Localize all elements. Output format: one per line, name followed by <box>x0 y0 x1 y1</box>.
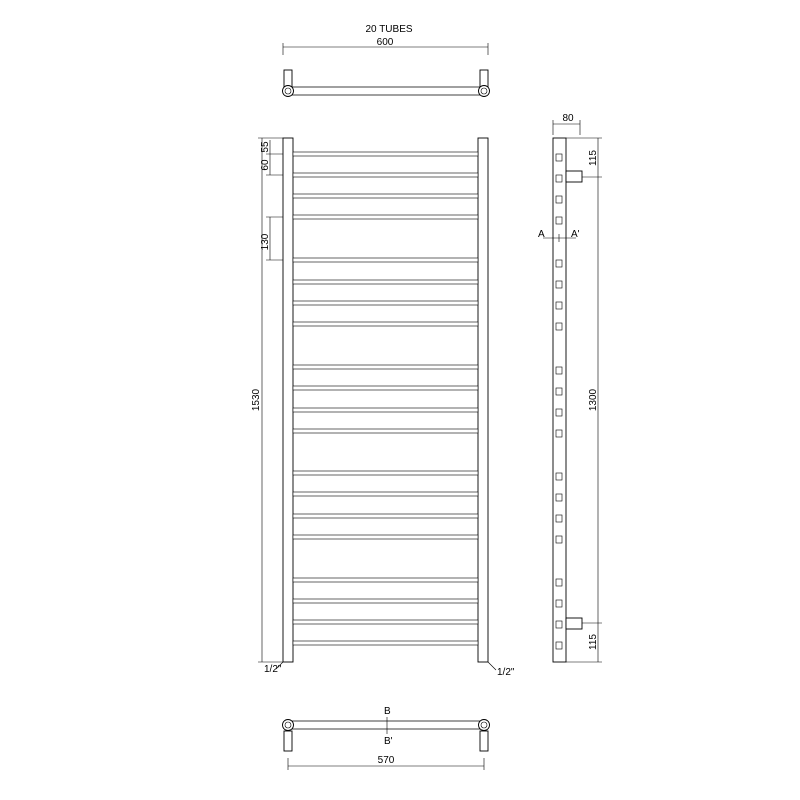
side-span-label: 1300 <box>588 388 599 412</box>
top-view <box>283 24 490 97</box>
tube <box>293 194 478 198</box>
section-a-label: A <box>538 229 545 240</box>
right-rail <box>478 138 488 662</box>
top-width-dimension <box>283 37 488 55</box>
tube <box>293 429 478 433</box>
tube <box>293 514 478 518</box>
tube <box>293 365 478 369</box>
side-top-offset-label: 115 <box>588 150 599 166</box>
front-view <box>251 138 515 678</box>
connection-right-label: 1/2" <box>497 667 515 678</box>
tube <box>293 408 478 412</box>
height-total-label: 1530 <box>251 388 262 412</box>
top-width-label: 600 <box>376 37 394 48</box>
tube <box>293 152 478 156</box>
side-view <box>538 113 602 662</box>
tube <box>293 641 478 645</box>
left-rail <box>283 138 293 662</box>
tube <box>293 215 478 219</box>
tubes-label: 20 TUBES <box>365 24 413 35</box>
tube <box>293 535 478 539</box>
tube <box>293 578 478 582</box>
side-span-dimension <box>566 138 602 662</box>
side-depth-label: 80 <box>562 113 574 124</box>
section-b-prime-label: B' <box>384 736 393 747</box>
spacing-130-label: 130 <box>260 233 271 251</box>
spacing-60-label: 60 <box>260 159 271 171</box>
tube <box>293 471 478 475</box>
bottom-width-label: 570 <box>377 755 395 766</box>
tube <box>293 386 478 390</box>
height-dimension <box>251 138 283 662</box>
tube <box>293 322 478 326</box>
tube <box>293 258 478 262</box>
tube <box>293 620 478 624</box>
connection-callouts <box>264 662 515 678</box>
section-b-marker <box>384 706 393 747</box>
tubes <box>293 152 478 645</box>
tube <box>293 173 478 177</box>
tube <box>293 301 478 305</box>
spacing-55-label: 55 <box>260 141 271 153</box>
side-depth-dimension <box>553 113 580 135</box>
bottom-width-dimension <box>288 755 484 770</box>
connection-left-label: 1/2" <box>264 664 282 675</box>
tube <box>293 280 478 284</box>
section-a-prime-label: A' <box>571 229 580 240</box>
top-view-rail <box>283 70 490 97</box>
tube <box>293 492 478 496</box>
spacing-dimensions <box>260 140 283 260</box>
bottom-view <box>283 706 490 770</box>
section-b-label: B <box>384 706 391 717</box>
side-bottom-offset-label: 115 <box>588 634 599 650</box>
tube <box>293 599 478 603</box>
